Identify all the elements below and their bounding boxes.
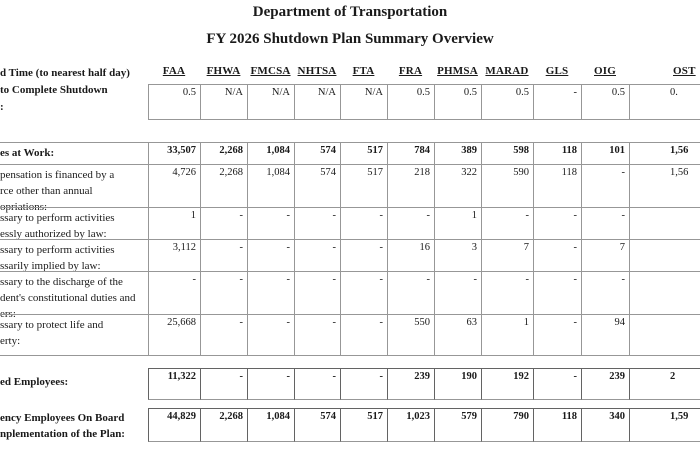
cell-fra-furloughed: 239 <box>387 368 434 400</box>
cell-nhtsa-total: 574 <box>294 408 340 442</box>
row-label-line: ssary to protect life and <box>0 319 104 331</box>
cell-phmsa-expressly: 1 <box>434 207 481 242</box>
column-header-nhtsa <box>294 56 340 84</box>
cell-ost-expressly <box>629 207 700 242</box>
cell-oig-protect: 94 <box>581 314 629 356</box>
cell-phmsa-constitutional: - <box>434 271 481 322</box>
cell-oig-constitutional: - <box>581 271 629 322</box>
column-header-label-faa: FAA <box>162 65 186 77</box>
row-label-time <box>0 63 148 120</box>
row-label-atwork <box>0 142 148 164</box>
cell-fta-protect: - <box>340 314 387 356</box>
cell-gls-total: 118 <box>533 408 581 442</box>
cell-nhtsa-constitutional: - <box>294 271 340 322</box>
cell-fmcsa-constitutional: - <box>247 271 294 322</box>
cell-fhwa-total: 2,268 <box>200 408 247 442</box>
row-label-line: essly authorized by law: <box>0 228 107 240</box>
cell-fra-implied: 16 <box>387 239 434 274</box>
cell-oig-time: 0.5 <box>581 84 629 120</box>
cell-fra-time: 0.5 <box>387 84 434 120</box>
table-row-expressly <box>0 207 700 239</box>
column-header-label-gls: GLS <box>545 65 569 77</box>
row-label-line: es at Work: <box>0 147 55 159</box>
cell-oig-implied: 7 <box>581 239 629 274</box>
column-header-fra <box>387 56 434 84</box>
cell-fhwa-protect: - <box>200 314 247 356</box>
row-label-line: opriations: <box>0 201 48 213</box>
table-row-implied <box>0 239 700 271</box>
cell-fmcsa-time: N/A <box>247 84 294 120</box>
column-header-label-fta: FTA <box>352 65 375 77</box>
column-header-fhwa <box>200 56 247 84</box>
cell-fta-atwork: 517 <box>340 142 387 164</box>
cell-fta-constitutional: - <box>340 271 387 322</box>
cell-ost-time: 0. <box>629 84 700 120</box>
row-label-line: ssary to perform activities <box>0 212 115 224</box>
cell-ost-atwork: 1,56 <box>629 142 700 164</box>
cell-oig-atwork: 101 <box>581 142 629 164</box>
cell-gls-constitutional: - <box>533 271 581 322</box>
cell-faa-furloughed: 11,322 <box>148 368 200 400</box>
cell-ost-implied <box>629 239 700 274</box>
cell-gls-expressly: - <box>533 207 581 242</box>
row-label-line: d Time (to nearest half day) <box>0 67 130 79</box>
row-label-line: ssary to perform activities <box>0 244 115 256</box>
document-header <box>0 3 700 48</box>
cell-nhtsa-atwork: 574 <box>294 142 340 164</box>
row-label-line: erty: <box>0 335 21 347</box>
column-header-fmcsa <box>247 56 294 84</box>
cell-fhwa-expressly: - <box>200 207 247 242</box>
cell-ost-total: 1,59 <box>629 408 700 442</box>
cell-gls-atwork: 118 <box>533 142 581 164</box>
cell-fra-expressly: - <box>387 207 434 242</box>
cell-nhtsa-implied: - <box>294 239 340 274</box>
cell-faa-atwork: 33,507 <box>148 142 200 164</box>
cell-phmsa-protect: 63 <box>434 314 481 356</box>
cell-phmsa-implied: 3 <box>434 239 481 274</box>
cell-faa-financed: 4,726 <box>148 164 200 215</box>
cell-fmcsa-total: 1,084 <box>247 408 294 442</box>
row-label-line: to Complete Shutdown <box>0 84 108 96</box>
cell-fmcsa-financed: 1,084 <box>247 164 294 215</box>
cell-marad-constitutional: - <box>481 271 533 322</box>
document-title: Department of Transportation <box>252 4 448 20</box>
cell-phmsa-atwork: 389 <box>434 142 481 164</box>
cell-fhwa-financed: 2,268 <box>200 164 247 215</box>
cell-fta-furloughed: - <box>340 368 387 400</box>
cell-gls-protect: - <box>533 314 581 356</box>
row-label-line: ssary to the discharge of the <box>0 276 123 288</box>
cell-nhtsa-protect: - <box>294 314 340 356</box>
row-label-line: pensation is financed by a <box>0 169 115 181</box>
cell-marad-atwork: 598 <box>481 142 533 164</box>
column-header-gls <box>533 56 581 84</box>
cell-faa-total: 44,829 <box>148 408 200 442</box>
cell-fmcsa-expressly: - <box>247 207 294 242</box>
cell-fta-financed: 517 <box>340 164 387 215</box>
cell-gls-implied: - <box>533 239 581 274</box>
row-label-total <box>0 408 148 442</box>
table-row-atwork <box>0 142 700 164</box>
cell-faa-protect: 25,668 <box>148 314 200 356</box>
row-label-line: nplementation of the Plan: <box>0 428 125 440</box>
cell-marad-implied: 7 <box>481 239 533 274</box>
cell-gls-time: - <box>533 84 581 120</box>
cell-faa-implied: 3,112 <box>148 239 200 274</box>
column-header-marad <box>481 56 533 84</box>
cell-oig-expressly: - <box>581 207 629 242</box>
cell-fmcsa-furloughed: - <box>247 368 294 400</box>
table-row-financed <box>0 164 700 213</box>
column-header-label-ost: OST <box>673 65 696 77</box>
cell-gls-financed: 118 <box>533 164 581 215</box>
column-header-label-nhtsa: NHTSA <box>297 65 337 77</box>
row-label-implied <box>0 239 148 274</box>
document-subtitle: FY 2026 Shutdown Plan Summary Overview <box>206 31 494 47</box>
cell-fta-time: N/A <box>340 84 387 120</box>
column-header-label-marad: MARAD <box>485 65 529 77</box>
cell-faa-time: 0.5 <box>148 84 200 120</box>
column-header-label-fmcsa: FMCSA <box>250 65 291 77</box>
table-row-total <box>0 408 700 442</box>
cell-fhwa-implied: - <box>200 239 247 274</box>
cell-nhtsa-time: N/A <box>294 84 340 120</box>
column-header-faa <box>148 56 200 84</box>
cell-faa-constitutional: - <box>148 271 200 322</box>
cell-phmsa-total: 579 <box>434 408 481 442</box>
cell-nhtsa-expressly: - <box>294 207 340 242</box>
column-header-fta <box>340 56 387 84</box>
cell-ost-financed: 1,56 <box>629 164 700 215</box>
cell-phmsa-financed: 322 <box>434 164 481 215</box>
cell-marad-expressly: - <box>481 207 533 242</box>
column-header-ost <box>629 56 700 84</box>
cell-gls-furloughed: - <box>533 368 581 400</box>
table-row-furloughed <box>0 368 700 400</box>
cell-marad-furloughed: 192 <box>481 368 533 400</box>
table-row-constitutional <box>0 271 700 320</box>
cell-fta-total: 517 <box>340 408 387 442</box>
row-label-line: ers: <box>0 308 16 320</box>
cell-fhwa-furloughed: - <box>200 368 247 400</box>
cell-nhtsa-furloughed: - <box>294 368 340 400</box>
cell-fmcsa-implied: - <box>247 239 294 274</box>
cell-marad-time: 0.5 <box>481 84 533 120</box>
cell-fhwa-atwork: 2,268 <box>200 142 247 164</box>
cell-fra-protect: 550 <box>387 314 434 356</box>
row-label-expressly <box>0 207 148 242</box>
cell-fmcsa-protect: - <box>247 314 294 356</box>
cell-oig-total: 340 <box>581 408 629 442</box>
column-header-label-fhwa: FHWA <box>206 65 241 77</box>
cell-ost-protect <box>629 314 700 356</box>
column-header-oig <box>581 56 629 84</box>
row-label-line: rce other than annual <box>0 185 93 197</box>
cell-marad-protect: 1 <box>481 314 533 356</box>
cell-fmcsa-atwork: 1,084 <box>247 142 294 164</box>
cell-fta-implied: - <box>340 239 387 274</box>
column-header-label-fra: FRA <box>398 65 423 77</box>
column-header-label-phmsa: PHMSA <box>437 65 478 77</box>
row-label-protect <box>0 314 148 356</box>
cell-phmsa-furloughed: 190 <box>434 368 481 400</box>
cell-fhwa-constitutional: - <box>200 271 247 322</box>
cell-fta-expressly: - <box>340 207 387 242</box>
cell-phmsa-time: 0.5 <box>434 84 481 120</box>
cell-oig-furloughed: 239 <box>581 368 629 400</box>
cell-faa-expressly: 1 <box>148 207 200 242</box>
cell-oig-financed: - <box>581 164 629 215</box>
cell-fra-constitutional: - <box>387 271 434 322</box>
column-header-label-oig: OIG <box>594 65 616 77</box>
row-label-line: ency Employees On Board <box>0 412 125 424</box>
row-label-line: : <box>0 101 4 113</box>
cell-fra-total: 1,023 <box>387 408 434 442</box>
table-row-protect <box>0 314 700 356</box>
row-label-line: dent's constitutional duties and <box>0 292 136 304</box>
cell-fhwa-time: N/A <box>200 84 247 120</box>
row-label-furloughed <box>0 368 148 400</box>
cell-nhtsa-financed: 574 <box>294 164 340 215</box>
cell-fra-atwork: 784 <box>387 142 434 164</box>
cell-fra-financed: 218 <box>387 164 434 215</box>
cell-marad-total: 790 <box>481 408 533 442</box>
row-label-line: ssarily implied by law: <box>0 260 101 272</box>
cell-ost-furloughed: 2 <box>629 368 700 400</box>
cell-marad-financed: 590 <box>481 164 533 215</box>
shutdown-summary-table <box>0 56 700 442</box>
column-header-phmsa <box>434 56 481 84</box>
row-label-line: ed Employees: <box>0 376 69 388</box>
